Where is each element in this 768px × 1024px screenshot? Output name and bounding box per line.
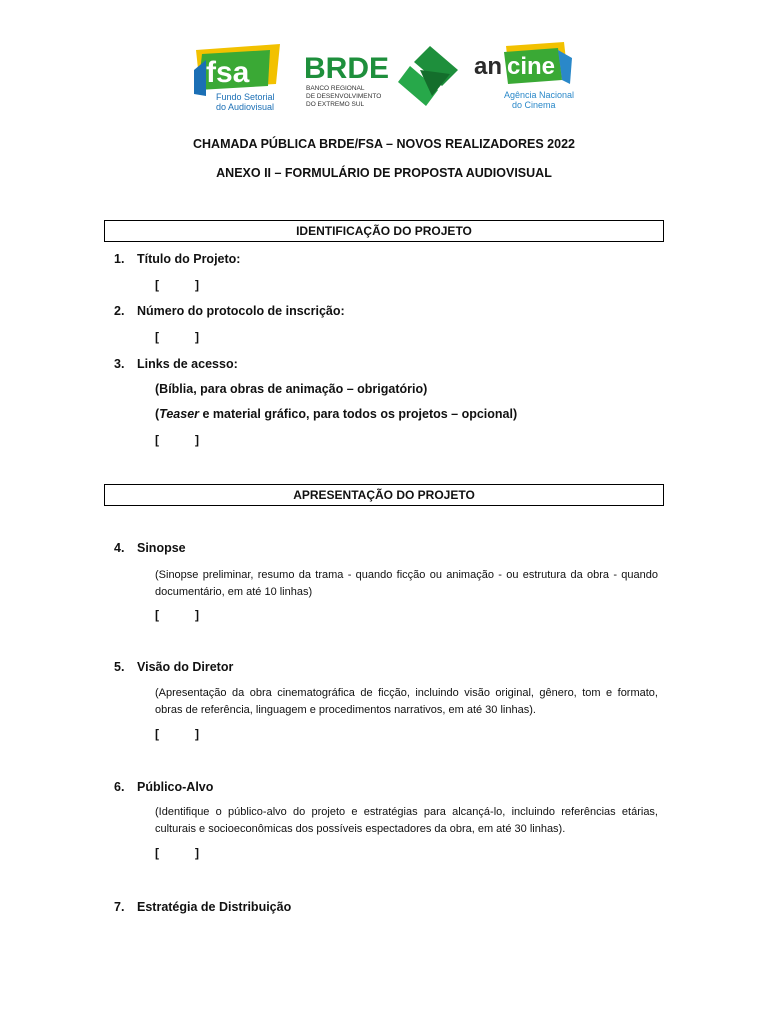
open-bracket: [ — [155, 608, 159, 622]
fsa-mark: fsa — [206, 56, 250, 89]
question-label: Estratégia de Distribuição — [137, 900, 292, 914]
header-logos — [190, 40, 580, 116]
section-presentation: APRESENTAÇÃO DO PROJETO — [104, 484, 664, 506]
question-3 — [114, 357, 238, 371]
open-bracket: [ — [155, 330, 159, 344]
ancine-mark-an: an — [474, 53, 503, 80]
open-bracket: [ — [155, 727, 159, 741]
question-number: 4. — [114, 541, 125, 555]
document-title: CHAMADA PÚBLICA BRDE/FSA – NOVOS REALIZADORES 2022 — [193, 137, 575, 151]
ancine-logo — [474, 40, 574, 112]
section-identification: IDENTIFICAÇÃO DO PROJETO — [104, 220, 664, 242]
question-5-hint: (Apresentação da obra cinematográfica de ficção, incluindo visão original, gênero, tom e formato, obras de referência, linguagem e procedimentos narrativos, em até 30 linhas). — [155, 687, 658, 716]
question-number: 6. — [114, 780, 125, 794]
question-3-hint-2 — [155, 407, 517, 421]
fsa-logo — [192, 40, 284, 112]
question-label: Título do Projeto: — [137, 252, 241, 266]
close-bracket: ] — [195, 727, 199, 741]
question-label: Sinopse — [137, 541, 186, 555]
ancine-mark-cine: cine — [507, 53, 556, 80]
question-7 — [114, 900, 291, 914]
close-bracket: ] — [195, 433, 199, 447]
question-6-hint: (Identifique o público-alvo do projeto e estratégias para alcançá-lo, incluindo referências etárias, culturais e socioeconômicas dos possíveis espectadores da obra, em até 30 linhas). — [155, 806, 658, 835]
question-6 — [114, 780, 213, 794]
question-number: 1. — [114, 252, 125, 266]
open-bracket: [ — [155, 278, 159, 292]
open-bracket: [ — [155, 846, 159, 860]
fsa-line1: Fundo Setorial — [216, 92, 275, 102]
open-bracket: [ — [155, 433, 159, 447]
question-3-hint-1: (Bíblia, para obras de animação – obrigatório) — [155, 382, 428, 396]
brde-emblem-icon — [398, 46, 458, 106]
question-number: 5. — [114, 660, 125, 674]
question-1 — [114, 252, 240, 266]
ancine-line2: do Cinema — [512, 100, 556, 110]
ancine-line1: Agência Nacional — [504, 90, 574, 100]
question-label: Links de acesso: — [137, 357, 238, 371]
question-5 — [114, 660, 233, 674]
brde-logo — [302, 40, 462, 112]
question-2 — [114, 304, 345, 318]
close-bracket: ] — [195, 846, 199, 860]
question-label: Visão do Diretor — [137, 660, 234, 674]
brde-mark: BRDE — [304, 52, 390, 85]
question-label: Público-Alvo — [137, 780, 214, 794]
hint-italic: Teaser — [159, 407, 200, 421]
question-number: 2. — [114, 304, 125, 318]
question-4-hint: (Sinopse preliminar, resumo da trama - quando ficção ou animação - ou estrutura da obra - quando documentário, em até 10 linhas) — [155, 569, 658, 598]
brde-sub2: DE DESENVOLVIMENTO — [306, 93, 382, 100]
hint-rest: e material gráfico, para todos os projetos – opcional) — [199, 407, 518, 421]
close-bracket: ] — [195, 278, 199, 292]
hint-paren: ( — [155, 407, 160, 421]
annex-title: ANEXO II – FORMULÁRIO DE PROPOSTA AUDIOVISUAL — [216, 166, 552, 180]
brde-sub3: DO EXTREMO SUL — [306, 101, 365, 108]
close-bracket: ] — [195, 330, 199, 344]
close-bracket: ] — [195, 608, 199, 622]
fsa-line2: do Audiovisual — [216, 102, 275, 112]
brde-sub1: BANCO REGIONAL — [306, 85, 365, 92]
question-number: 3. — [114, 357, 125, 371]
question-label: Número do protocolo de inscrição: — [137, 304, 345, 318]
question-4 — [114, 541, 186, 555]
question-number: 7. — [114, 900, 125, 914]
